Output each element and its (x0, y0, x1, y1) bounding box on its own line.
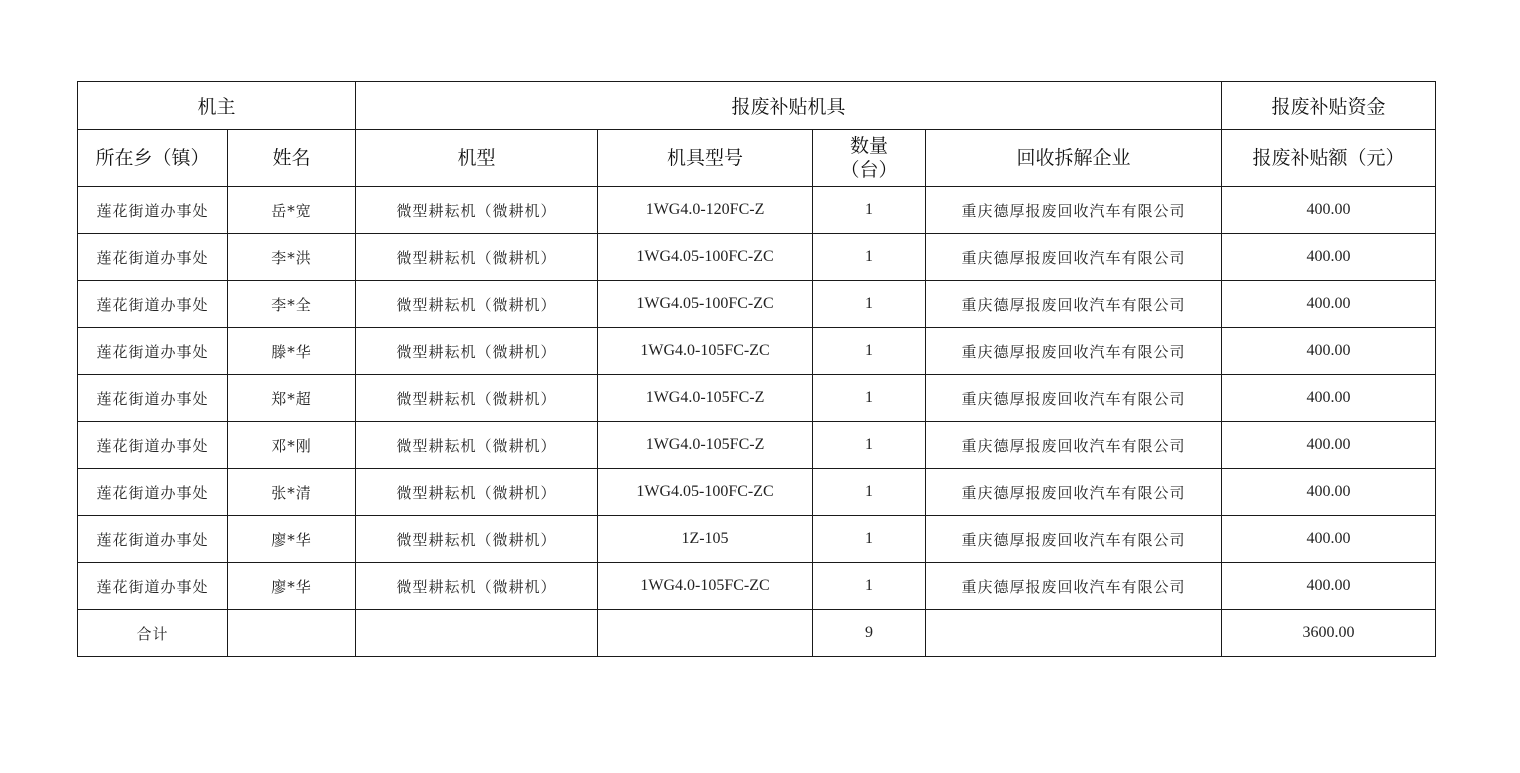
cell-qty: 1 (813, 375, 926, 422)
cell-amount: 400.00 (1222, 375, 1436, 422)
cell-town: 莲花街道办事处 (78, 469, 228, 516)
cell-type: 微型耕耘机（微耕机） (356, 516, 598, 563)
column-header-row (78, 130, 1436, 187)
cell-qty: 1 (813, 422, 926, 469)
column-header-company: 回收拆解企业 (926, 130, 1222, 187)
cell-name: 滕*华 (228, 328, 356, 375)
cell-town: 莲花街道办事处 (78, 375, 228, 422)
cell-name: 张*清 (228, 469, 356, 516)
total-empty-cell (228, 610, 356, 657)
cell-qty: 1 (813, 469, 926, 516)
column-header-qty (813, 130, 926, 187)
column-header-town: 所在乡（镇） (78, 130, 228, 187)
cell-company: 重庆德厚报废回收汽车有限公司 (926, 187, 1222, 234)
table-body (78, 187, 1436, 610)
subsidy-table (77, 81, 1436, 657)
table-row (78, 375, 1436, 422)
cell-amount: 400.00 (1222, 328, 1436, 375)
cell-qty: 1 (813, 563, 926, 610)
cell-amount: 400.00 (1222, 281, 1436, 328)
cell-amount: 400.00 (1222, 469, 1436, 516)
cell-type: 微型耕耘机（微耕机） (356, 469, 598, 516)
cell-name: 廖*华 (228, 563, 356, 610)
cell-name: 廖*华 (228, 516, 356, 563)
cell-company: 重庆德厚报废回收汽车有限公司 (926, 375, 1222, 422)
cell-type: 微型耕耘机（微耕机） (356, 281, 598, 328)
cell-model: 1WG4.0-105FC-ZC (598, 563, 813, 610)
cell-model: 1WG4.05-100FC-ZC (598, 234, 813, 281)
cell-model: 1WG4.05-100FC-ZC (598, 281, 813, 328)
cell-amount: 400.00 (1222, 422, 1436, 469)
cell-town: 莲花街道办事处 (78, 234, 228, 281)
cell-qty: 1 (813, 328, 926, 375)
cell-company: 重庆德厚报废回收汽车有限公司 (926, 563, 1222, 610)
cell-company: 重庆德厚报废回收汽车有限公司 (926, 469, 1222, 516)
total-amount: 3600.00 (1222, 610, 1436, 657)
cell-model: 1WG4.0-105FC-ZC (598, 328, 813, 375)
cell-name: 岳*宽 (228, 187, 356, 234)
total-empty-cell (356, 610, 598, 657)
column-header-qty-line2: （台） (840, 159, 898, 181)
cell-type: 微型耕耘机（微耕机） (356, 563, 598, 610)
cell-qty: 1 (813, 234, 926, 281)
total-label: 合计 (78, 610, 228, 657)
cell-type: 微型耕耘机（微耕机） (356, 187, 598, 234)
cell-model: 1WG4.0-105FC-Z (598, 422, 813, 469)
cell-model: 1WG4.05-100FC-ZC (598, 469, 813, 516)
table-row (78, 328, 1436, 375)
table-row (78, 469, 1436, 516)
cell-qty: 1 (813, 281, 926, 328)
column-header-type: 机型 (356, 130, 598, 187)
cell-town: 莲花街道办事处 (78, 281, 228, 328)
column-header-model: 机具型号 (598, 130, 813, 187)
cell-town: 莲花街道办事处 (78, 422, 228, 469)
cell-type: 微型耕耘机（微耕机） (356, 328, 598, 375)
cell-name: 邓*刚 (228, 422, 356, 469)
cell-type: 微型耕耘机（微耕机） (356, 375, 598, 422)
cell-type: 微型耕耘机（微耕机） (356, 422, 598, 469)
total-qty: 9 (813, 610, 926, 657)
table-row (78, 516, 1436, 563)
cell-qty: 1 (813, 187, 926, 234)
group-header-owner: 机主 (78, 82, 356, 130)
cell-company: 重庆德厚报废回收汽车有限公司 (926, 516, 1222, 563)
total-empty-cell (926, 610, 1222, 657)
column-header-name: 姓名 (228, 130, 356, 187)
cell-company: 重庆德厚报废回收汽车有限公司 (926, 234, 1222, 281)
table-row (78, 422, 1436, 469)
cell-type: 微型耕耘机（微耕机） (356, 234, 598, 281)
table-row (78, 563, 1436, 610)
cell-company: 重庆德厚报废回收汽车有限公司 (926, 422, 1222, 469)
column-header-amount: 报废补贴额（元） (1222, 130, 1436, 187)
cell-name: 李*全 (228, 281, 356, 328)
cell-company: 重庆德厚报废回收汽车有限公司 (926, 281, 1222, 328)
cell-town: 莲花街道办事处 (78, 187, 228, 234)
group-header-machine: 报废补贴机具 (356, 82, 1222, 130)
group-header-row (78, 82, 1436, 130)
column-header-qty-line1: 数量 (850, 135, 889, 157)
cell-town: 莲花街道办事处 (78, 516, 228, 563)
table-row (78, 234, 1436, 281)
cell-town: 莲花街道办事处 (78, 328, 228, 375)
table-row (78, 187, 1436, 234)
group-header-funds: 报废补贴资金 (1222, 82, 1436, 130)
total-empty-cell (598, 610, 813, 657)
table-row (78, 281, 1436, 328)
subsidy-table-container (77, 81, 1435, 657)
cell-model: 1WG4.0-105FC-Z (598, 375, 813, 422)
cell-name: 李*洪 (228, 234, 356, 281)
cell-model: 1Z-105 (598, 516, 813, 563)
cell-amount: 400.00 (1222, 234, 1436, 281)
cell-qty: 1 (813, 516, 926, 563)
cell-amount: 400.00 (1222, 563, 1436, 610)
total-row (78, 610, 1436, 657)
cell-amount: 400.00 (1222, 187, 1436, 234)
cell-amount: 400.00 (1222, 516, 1436, 563)
cell-town: 莲花街道办事处 (78, 563, 228, 610)
cell-company: 重庆德厚报废回收汽车有限公司 (926, 328, 1222, 375)
cell-name: 郑*超 (228, 375, 356, 422)
cell-model: 1WG4.0-120FC-Z (598, 187, 813, 234)
